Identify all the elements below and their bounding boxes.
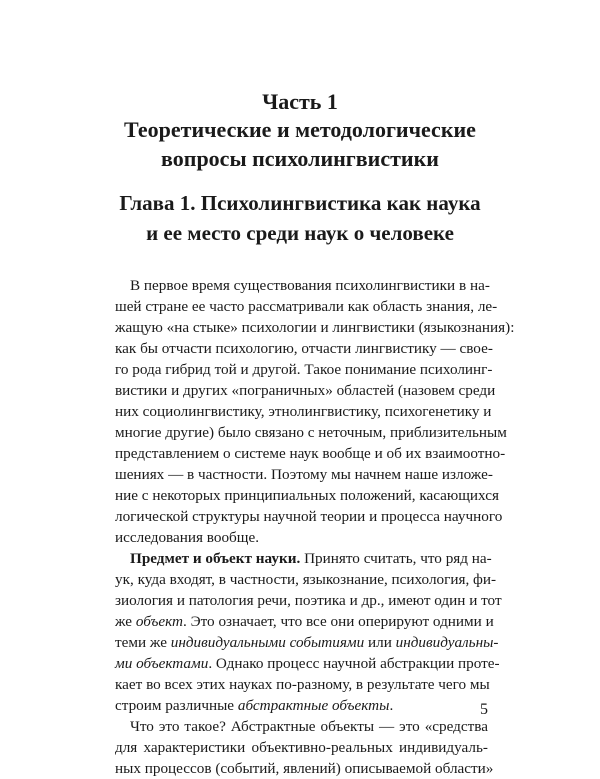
- text-run: .: [389, 697, 394, 714]
- text-line: [115, 486, 499, 506]
- emphasis: абстрактные объекты: [237, 697, 390, 714]
- text-run: В первое время существования психолингвистики в на-: [130, 277, 490, 294]
- text-run: вистики и других «пограничных» областей (назовем среди: [115, 382, 496, 399]
- emphasis: ми объектами: [115, 655, 209, 672]
- text-run: логической структуры научной теории и процесса научного: [115, 508, 503, 525]
- text-run: шей стране ее часто рассматривали как область знания, ле-: [115, 298, 498, 315]
- text-run: ных процессов (событий, явлений) описываемой области»: [115, 760, 494, 777]
- emphasis: объект: [135, 613, 183, 630]
- text-run: или: [364, 634, 396, 651]
- text-line: [115, 738, 488, 758]
- run-in-heading: Предмет и объект науки.: [130, 550, 301, 567]
- text-line: [115, 528, 488, 548]
- text-line: [130, 276, 488, 296]
- text-line: [130, 717, 488, 737]
- text-line: [115, 507, 503, 527]
- chapter-title-line-1: Глава 1. Психолингвистика как наука: [119, 191, 481, 215]
- text-run: го рода гибрид той и другой. Такое понимание психолинг-: [115, 361, 493, 378]
- text-line: [115, 696, 488, 716]
- text-run: как бы отчасти психологию, отчасти лингвистику — свое-: [115, 340, 493, 357]
- text-line: [115, 465, 493, 485]
- text-line: [130, 549, 492, 569]
- text-run: многие другие) было связано с неточным, приблизительным: [115, 424, 507, 441]
- text-line: [115, 759, 494, 779]
- text-run: . Это означает, что все они оперируют одними и: [183, 613, 494, 630]
- text-line: [115, 612, 494, 632]
- text-line: [115, 444, 506, 464]
- emphasis: индивидуальными событиями: [170, 634, 365, 651]
- text-run: теми же: [115, 634, 171, 651]
- text-run: для характеристики объективно-реальных индивидуаль-: [115, 739, 488, 756]
- text-line: [115, 318, 515, 338]
- text-line: [115, 654, 500, 674]
- text-line: [115, 360, 493, 380]
- text-run: же: [115, 613, 136, 630]
- text-line: [115, 339, 493, 359]
- text-run: Что это такое? Абстрактные объекты — это «средства: [130, 718, 488, 735]
- text-run: кает во всех этих науках по-разному, в результате чего мы: [115, 676, 490, 693]
- text-run: жащую «на стыке» психологии и лингвистики (языкознания):: [115, 319, 515, 336]
- text-run: ние с некоторых принципиальных положений, касающихся: [115, 487, 499, 504]
- text-run: Принято считать, что ряд на-: [300, 550, 492, 567]
- text-line: [115, 297, 498, 317]
- text-line: [115, 423, 507, 443]
- text-run: зиология и патология речи, поэтика и др., имеют один и тот: [115, 592, 502, 609]
- text-line: [115, 402, 492, 422]
- text-line: [115, 570, 497, 590]
- text-run: шениях — в частности. Поэтому мы начнем наше изложе-: [115, 466, 493, 483]
- text-run: исследования вообще.: [115, 529, 260, 546]
- text-run: ук, куда входят, в частности, языкознание, психология, фи-: [115, 571, 497, 588]
- text-run: представлением о системе наук вообще и об их взаимоотно-: [115, 445, 506, 462]
- text-line: [115, 381, 496, 401]
- page-number: 5: [480, 701, 488, 718]
- chapter-title-line-2: и ее место среди наук о человеке: [146, 221, 454, 245]
- part-title-line-1: Теоретические и методологические: [124, 117, 476, 142]
- emphasis: индивидуальны-: [395, 634, 499, 651]
- text-run: . Однако процесс научной абстракции проте-: [208, 655, 500, 672]
- part-number: Часть 1: [262, 89, 338, 114]
- text-line: [115, 633, 499, 653]
- text-line: [115, 675, 488, 695]
- text-run: них социолингвистику, этнолингвистику, психогенетику и: [115, 403, 492, 420]
- part-title-line-2: вопросы психолингвистики: [161, 146, 439, 171]
- text-run: строим различные: [115, 697, 238, 714]
- text-line: [115, 591, 502, 611]
